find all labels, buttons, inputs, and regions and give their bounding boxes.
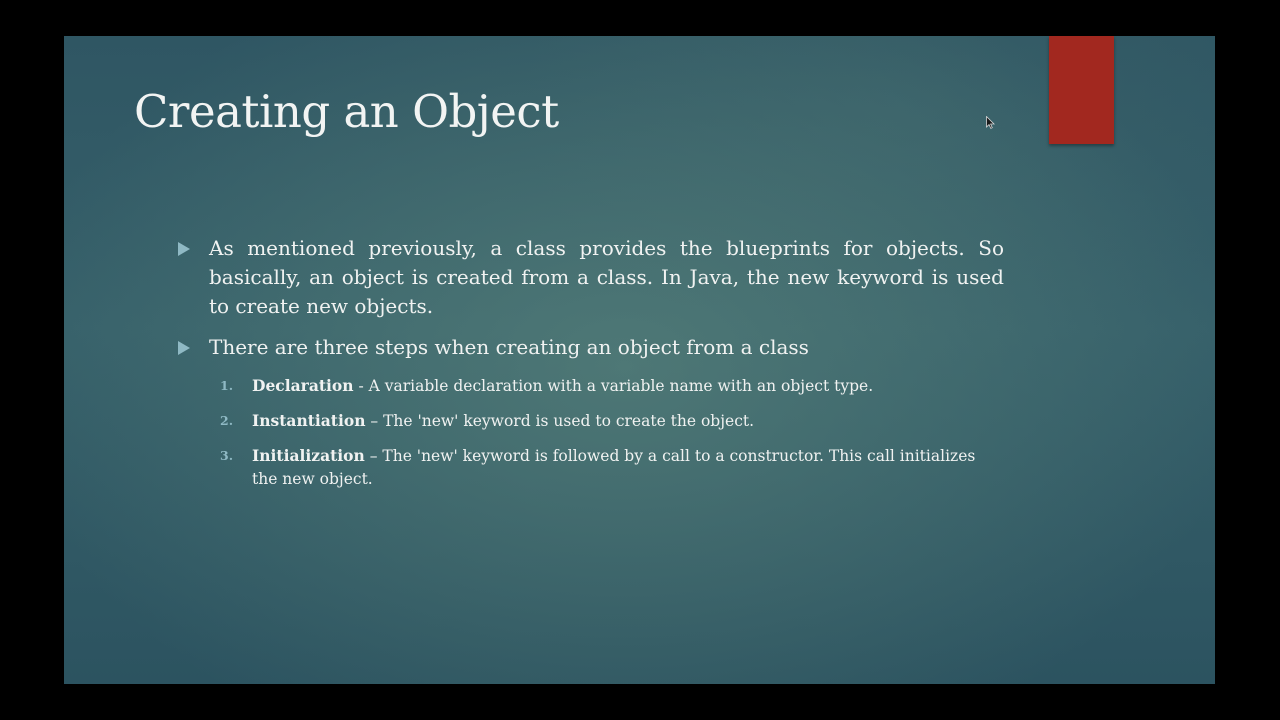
triangle-bullet-icon bbox=[178, 341, 190, 355]
list-item bbox=[220, 444, 1004, 491]
bullet-item bbox=[178, 234, 1004, 321]
slide bbox=[64, 36, 1215, 684]
steps-list bbox=[178, 374, 1004, 491]
step-term: Declaration bbox=[252, 376, 354, 395]
step-term: Instantiation bbox=[252, 411, 366, 430]
step-term: Initialization bbox=[252, 446, 365, 465]
triangle-bullet-icon bbox=[178, 242, 190, 256]
bullet-text: There are three steps when creating an object from a class bbox=[209, 335, 809, 359]
step-number: 1. bbox=[220, 378, 234, 393]
list-item bbox=[220, 409, 1004, 433]
list-item bbox=[220, 374, 1004, 398]
step-description: – The 'new' keyword is followed by a call to a constructor. This call initializes the new object. bbox=[252, 447, 976, 488]
step-number: 3. bbox=[220, 448, 234, 463]
slide-title: Creating an Object bbox=[134, 85, 559, 138]
step-description: – The 'new' keyword is used to create the object. bbox=[365, 412, 755, 430]
step-description: - A variable declaration with a variable name with an object type. bbox=[353, 377, 874, 395]
accent-bar bbox=[1049, 36, 1114, 144]
bullet-text: As mentioned previously, a class provides the blueprints for objects. So basically, an object is created from a class. In Java, the new keyword is used to create new objects. bbox=[209, 236, 1004, 318]
slide-body bbox=[178, 234, 1004, 502]
mouse-pointer-icon bbox=[986, 116, 995, 129]
step-number: 2. bbox=[220, 413, 234, 428]
bullet-item bbox=[178, 333, 1004, 362]
